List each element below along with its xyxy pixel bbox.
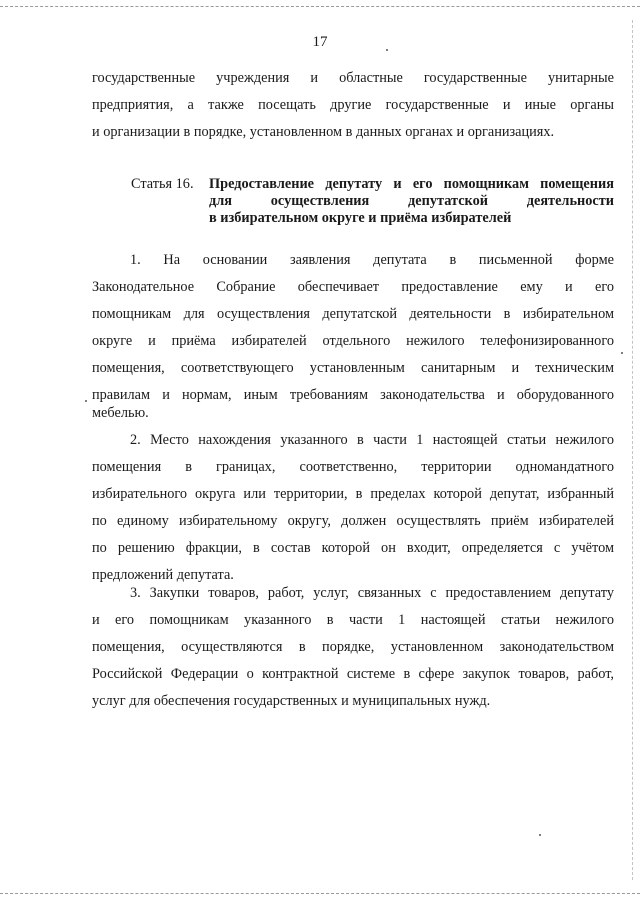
intro-line: предприятия, а также посещать другие государственные и иные органы: [92, 97, 614, 113]
paragraph-2-line: избирательного округа или территории, в пределах которой депутат, избранный: [92, 486, 614, 502]
paragraph-1-line: мебелью.: [92, 405, 149, 421]
intro-line: государственные учреждения и областные государственные унитарные: [92, 70, 614, 86]
article-title-line: для осуществления депутатской деятельности: [209, 193, 614, 209]
paragraph-2-line: предложений депутата.: [92, 567, 234, 583]
paragraph-2-line: по единому избирательному округу, должен осуществлять приём избирателей: [92, 513, 614, 529]
scan-speck: [539, 834, 541, 836]
scan-edge-bottom: [0, 893, 640, 894]
paragraph-1-line: округе и приёма избирателей отдельного нежилого телефонизированного: [92, 333, 614, 349]
intro-line: и организации в порядке, установленном в данных органах и организациях.: [92, 124, 555, 140]
paragraph-3-line: и его помощникам указанного в части 1 настоящей статьи нежилого: [92, 612, 614, 628]
paragraph-3-line: 3. Закупки товаров, работ, услуг, связанных с предоставлением депутату: [130, 585, 614, 601]
article-title-line: Предоставление депутату и его помощникам помещения: [209, 176, 614, 192]
paragraph-2-line: по решению фракции, в состав которой он входит, определяется с учётом: [92, 540, 614, 556]
page-number: 17: [312, 34, 328, 50]
scan-edge-right: [632, 20, 633, 880]
scan-speck: [621, 352, 623, 354]
paragraph-3-line: услуг для обеспечения государственных и муниципальных нужд.: [92, 693, 491, 709]
paragraph-3-line: помещения, осуществляются в порядке, установленном законодательством: [92, 639, 614, 655]
paragraph-2-line: 2. Место нахождения указанного в части 1 настоящей статьи нежилого: [130, 432, 614, 448]
paragraph-1-line: Законодательное Собрание обеспечивает предоставление ему и его: [92, 279, 614, 295]
scan-edge-top: [0, 6, 640, 7]
paragraph-3-line: Российской Федерации о контрактной системе в сфере закупок товаров, работ,: [92, 666, 614, 682]
paragraph-1-line: помощникам для осуществления депутатской деятельности в избирательном: [92, 306, 614, 322]
paragraph-1-line: правилам и нормам, иным требованиям законодательства и оборудованного: [92, 387, 614, 403]
article-label: Статья 16.: [131, 176, 194, 192]
paragraph-2-line: помещения в границах, соответственно, территории одномандатного: [92, 459, 614, 475]
paragraph-1-line: 1. На основании заявления депутата в письменной форме: [130, 252, 614, 268]
paragraph-1-line: помещения, соответствующего установленным санитарным и техническим: [92, 360, 614, 376]
article-title-line: в избирательном округе и приёма избирателей: [209, 210, 512, 226]
scan-speck: [85, 400, 87, 402]
